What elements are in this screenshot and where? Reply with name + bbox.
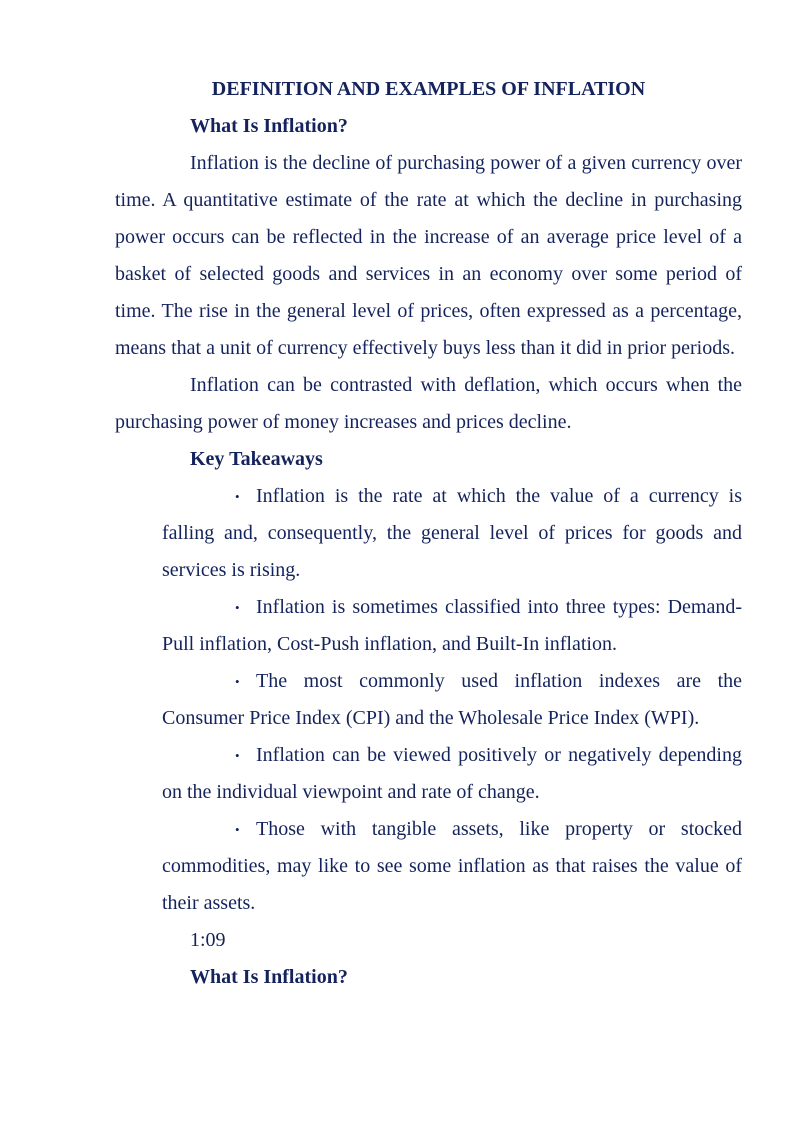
takeaway-item [162, 478, 742, 589]
section-heading-what-is-inflation: What Is Inflation? [190, 115, 348, 137]
takeaway-text: The most commonly used inflation indexes are the Consumer Price Index (CPI) and the Wholesale Price Index (WPI). [162, 670, 742, 729]
key-takeaways-heading: Key Takeaways [190, 448, 323, 470]
bullet-icon: • [235, 674, 240, 689]
key-takeaways-list [115, 478, 742, 922]
takeaway-item [162, 811, 742, 922]
takeaway-item [162, 737, 742, 811]
video-duration: 1:09 [190, 929, 226, 951]
bullet-icon: • [235, 600, 240, 615]
takeaway-text: Inflation can be viewed positively or negatively depending on the individual viewpoint and rate of change. [162, 744, 742, 803]
bullet-icon: • [235, 489, 240, 504]
bullet-icon: • [235, 822, 240, 837]
document-content [115, 71, 742, 996]
paragraph-definition: Inflation is the decline of purchasing power of a given currency over time. A quantitative estimate of the rate at which the decline in purchasing power occurs can be reflected in the increase of an average price level of a basket of selected goods and services in an economy over some period of time. The rise in the general level of prices, often expressed as a percentage, means that a unit of currency effectively buys less than it did in prior periods. [115, 152, 742, 359]
takeaway-item [162, 589, 742, 663]
document-title: DEFINITION AND EXAMPLES OF INFLATION [211, 78, 646, 100]
takeaway-text: Those with tangible assets, like property or stocked commodities, may like to see some inflation as that raises the value of their assets. [162, 818, 742, 914]
takeaway-text: Inflation is the rate at which the value of a currency is falling and, consequently, the general level of prices for goods and services is rising. [162, 485, 742, 581]
takeaway-text: Inflation is sometimes classified into three types: Demand-Pull inflation, Cost-Push inflation, and Built-In inflation. [162, 596, 742, 655]
paragraph-deflation-contrast: Inflation can be contrasted with deflation, which occurs when the purchasing power of money increases and prices decline. [115, 374, 742, 433]
bullet-icon: • [235, 748, 240, 763]
takeaway-item [162, 663, 742, 737]
section-heading-what-is-inflation-repeat: What Is Inflation? [190, 966, 348, 988]
